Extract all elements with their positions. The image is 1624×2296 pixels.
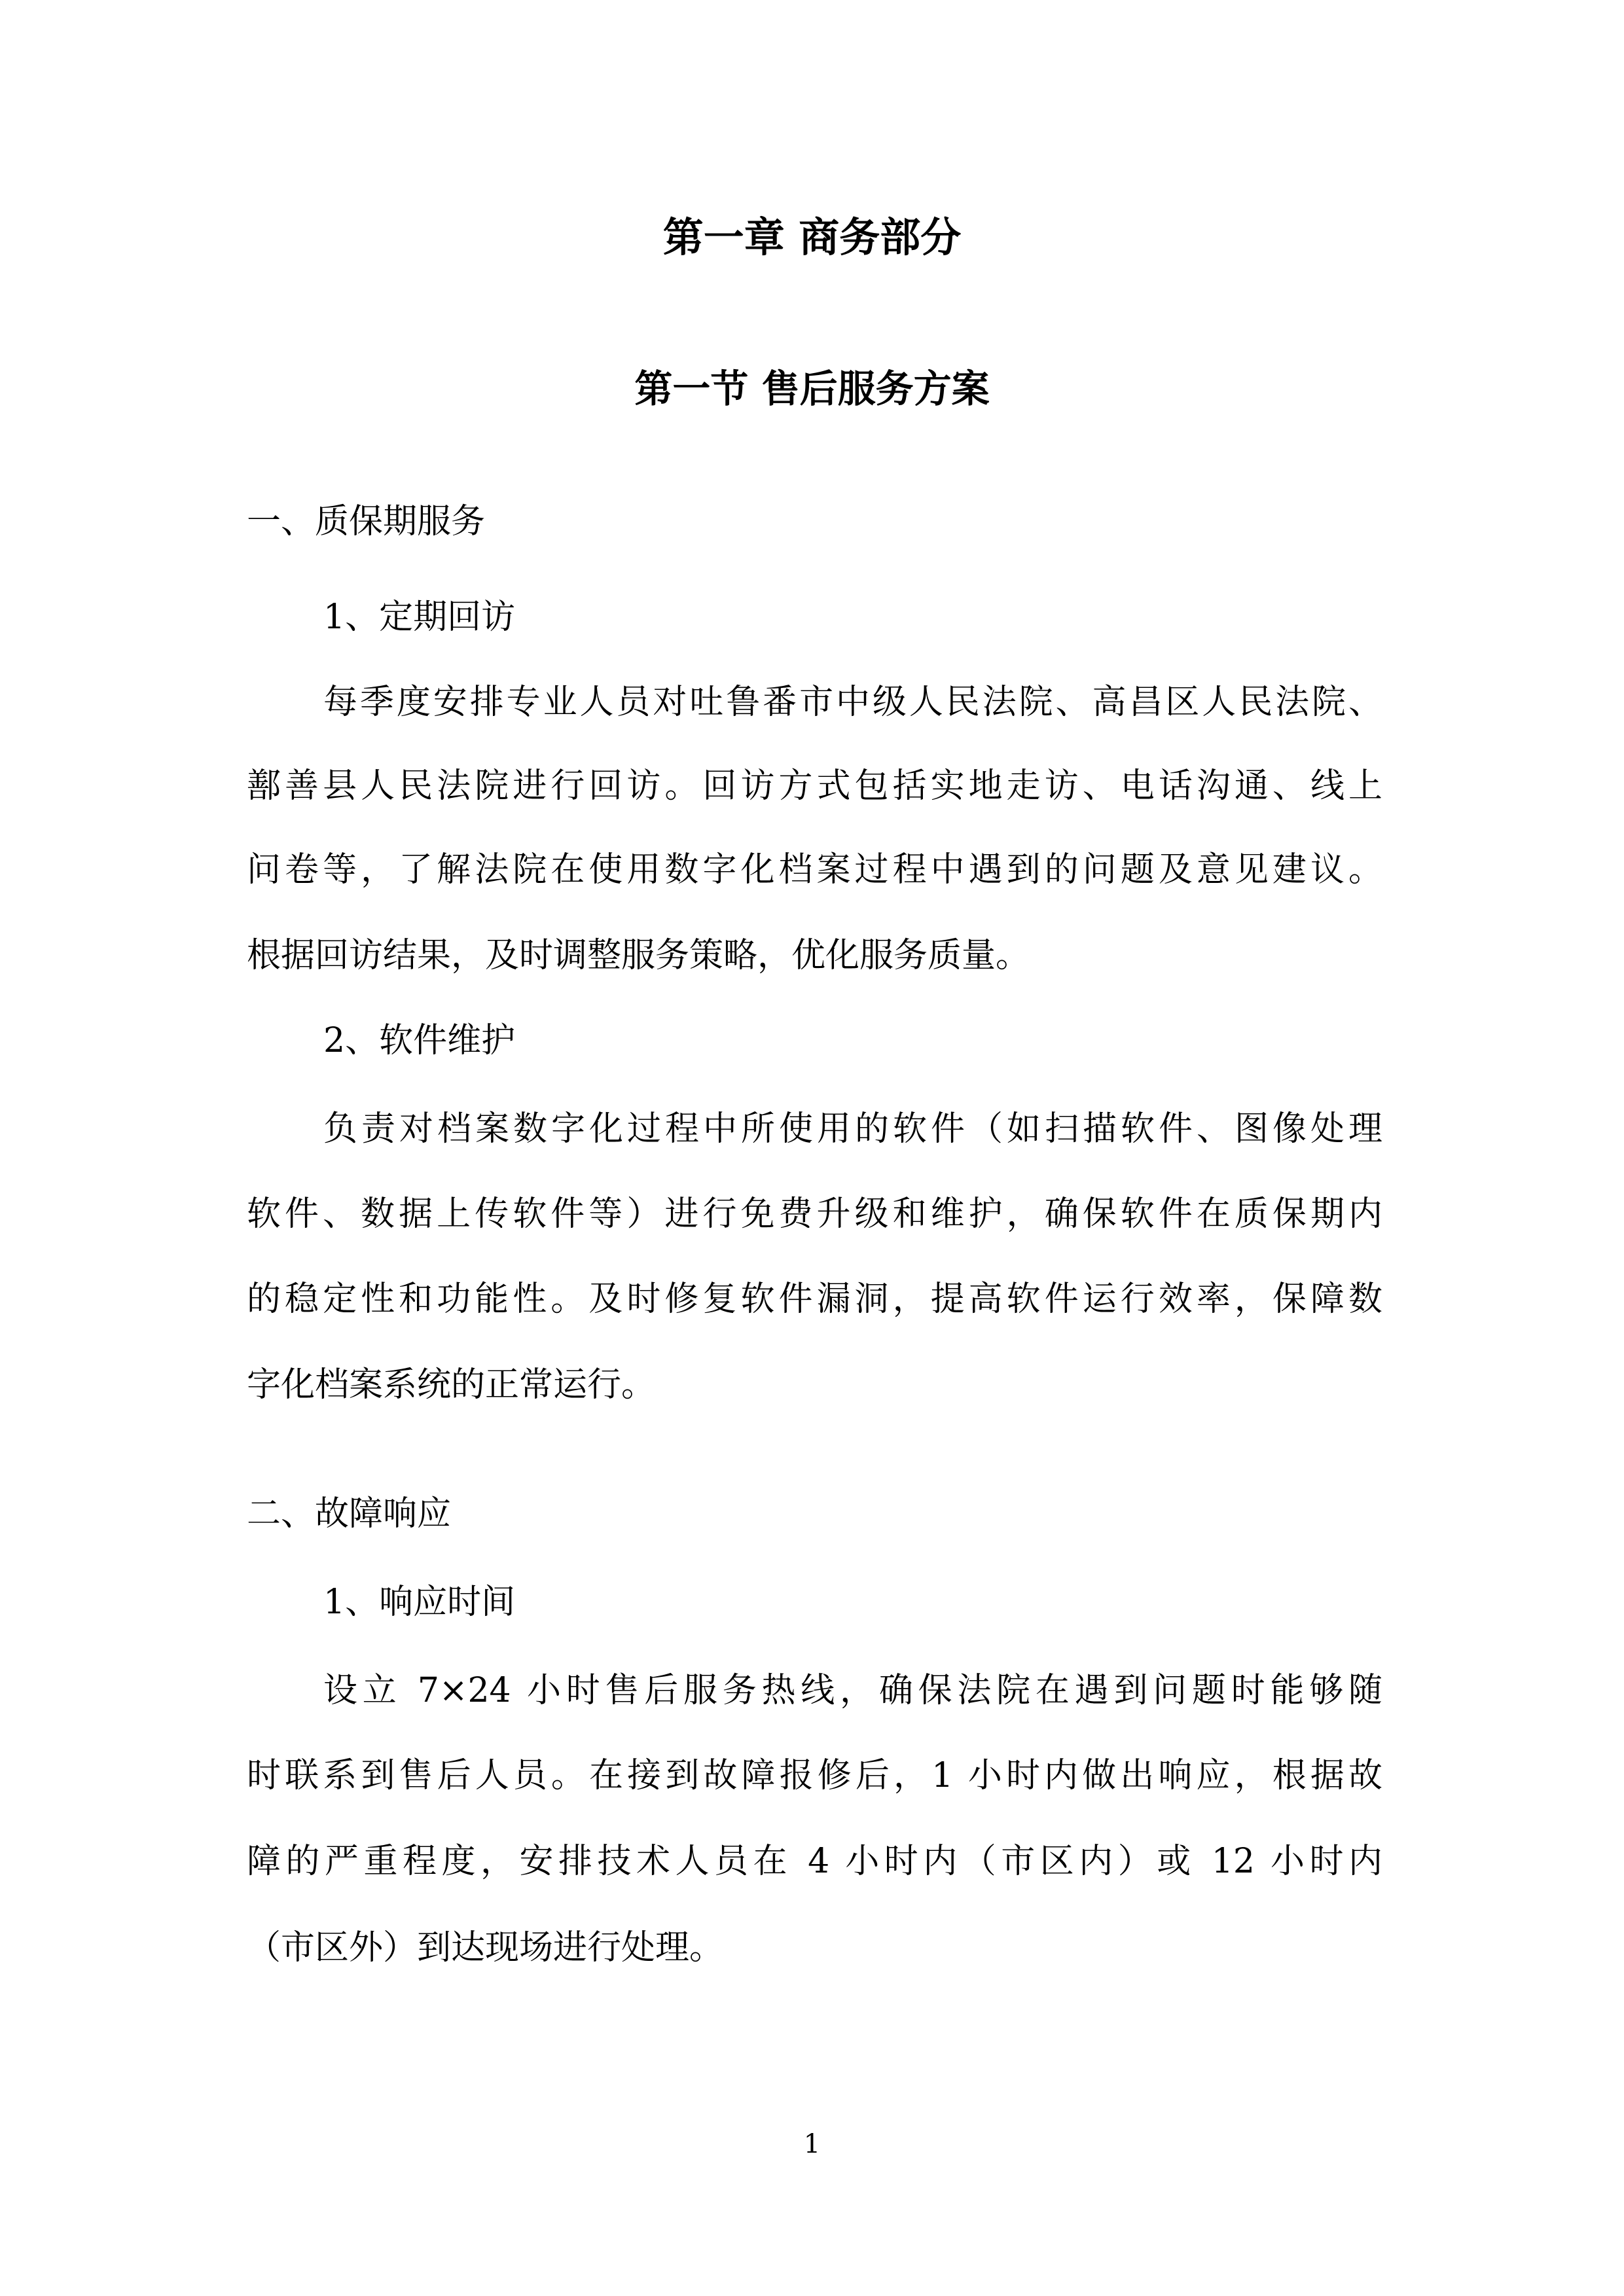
paragraph-line: 根据回访结果，及时调整服务策略，优化服务质量。 [247,936,1030,975]
paragraph-line: （市区外）到达现场进行处理。 [247,1928,724,1967]
paragraph-line: 设立 7×24 小时售后服务热线，确保法院在遇到问题时能够随 [323,1671,1382,1710]
paragraph-line: 负责对档案数字化过程中所使用的软件（如扫描软件、图像处理 [323,1109,1382,1149]
section-heading: 二、故障响应 [247,1494,452,1534]
subsection-heading: 2、软件维护 [323,1021,516,1060]
paragraph-line: 问卷等，了解法院在使用数字化档案过程中遇到的问题及意见建议。 [247,850,1382,889]
section-heading: 一、质保期服务 [247,502,486,541]
paragraph-line: 字化档案系统的正常运行。 [247,1365,656,1405]
paragraph-line: 的稳定性和功能性。及时修复软件漏洞，提高软件运行效率，保障数 [247,1280,1382,1319]
paragraph-line: 每季度安排专业人员对吐鲁番市中级人民法院、高昌区人民法院、 [323,683,1382,722]
paragraph-line: 时联系到售后人员。在接到故障报修后，1 小时内做出响应，根据故 [247,1756,1382,1795]
chapter-title: 第一章 商务部分 [662,213,962,261]
subsection-heading: 1、定期回访 [323,598,516,637]
paragraph-line: 障的严重程度，安排技术人员在 4 小时内（市区内）或 12 小时内 [247,1842,1382,1881]
subsection-heading: 1、响应时间 [323,1583,516,1622]
page-number: 1 [803,2129,821,2159]
paragraph-line: 软件、数据上传软件等）进行免费升级和维护，确保软件在质保期内 [247,1194,1382,1234]
section-title: 第一节 售后服务方案 [634,367,990,411]
paragraph-line: 鄯善县人民法院进行回访。回访方式包括实地走访、电话沟通、线上 [247,766,1382,806]
